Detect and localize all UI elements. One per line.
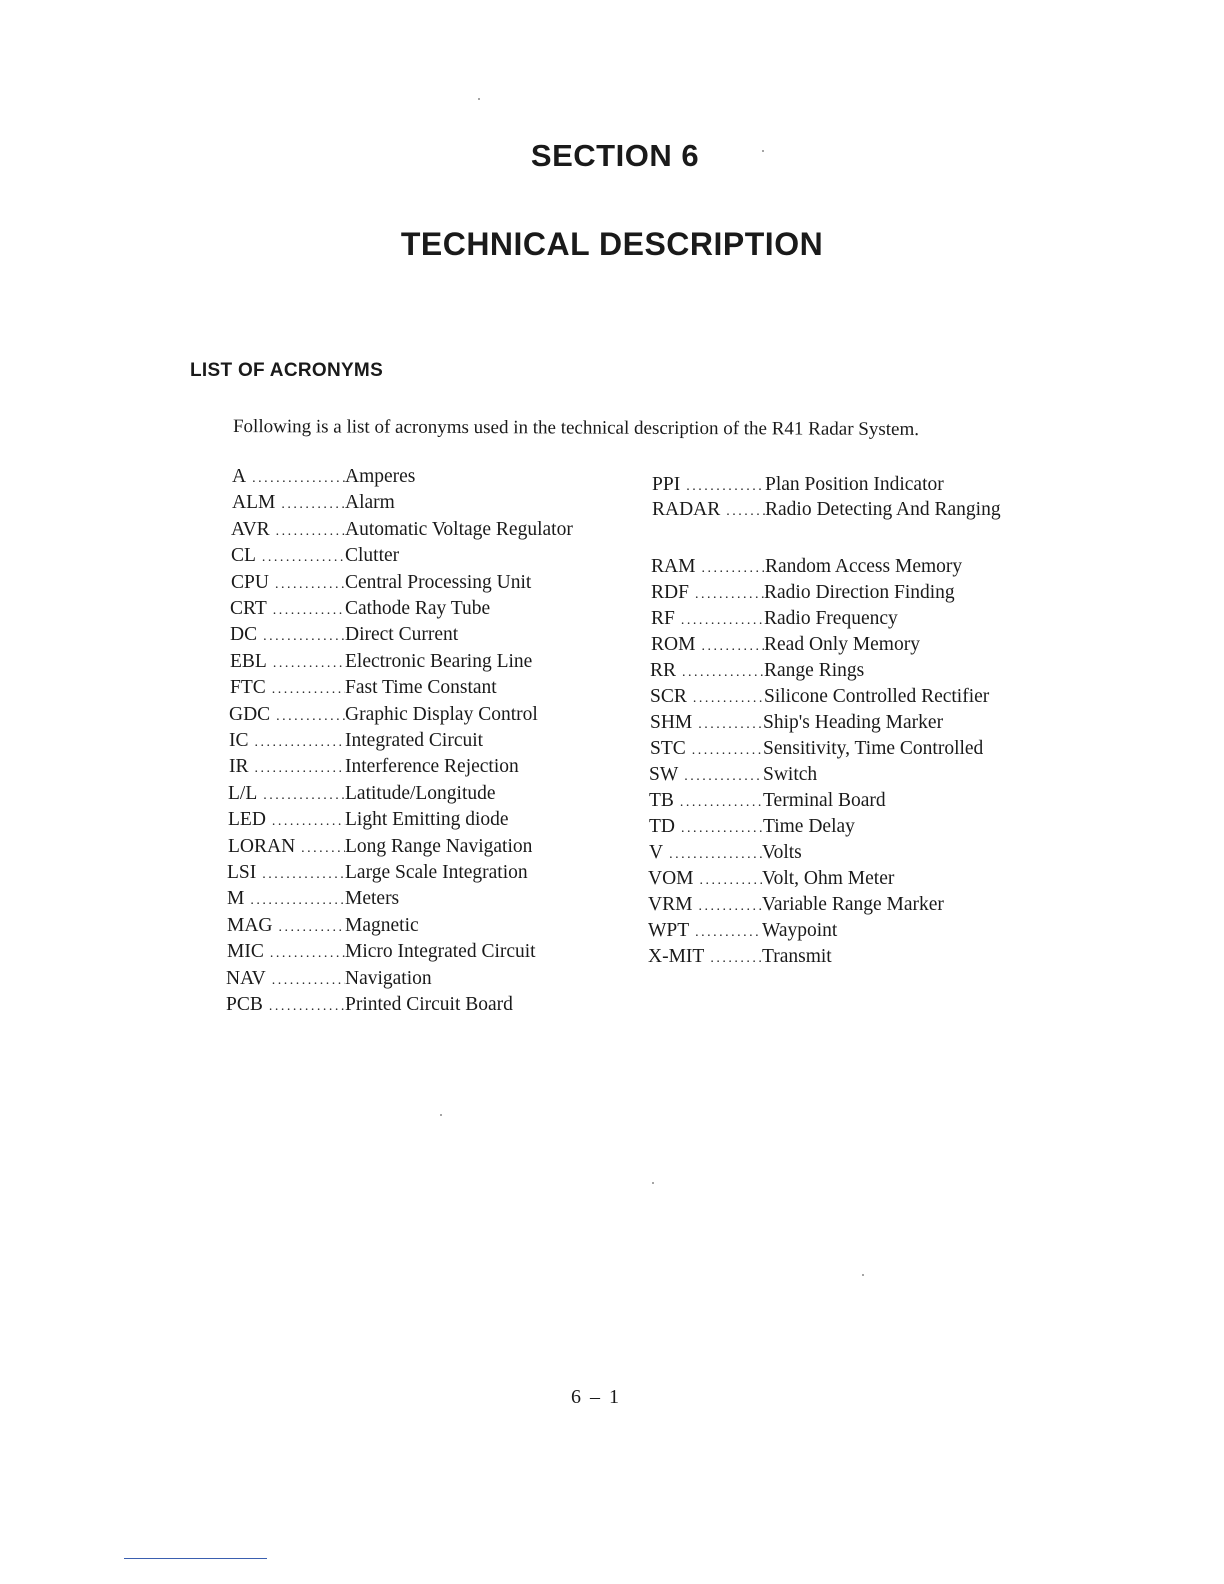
- acronym-definition: Light Emitting diode: [345, 809, 509, 830]
- acronym-row: [651, 634, 920, 656]
- acronym-row: [651, 556, 962, 578]
- acronym-row: [227, 915, 419, 937]
- acronym-definition: Terminal Board: [763, 790, 886, 811]
- acronym-row: [652, 499, 1001, 521]
- acronym-definition: Radio Direction Finding: [764, 582, 955, 603]
- page-title: TECHNICAL DESCRIPTION: [400, 226, 824, 262]
- acronym-abbreviation: [230, 651, 345, 673]
- acronym-abbreviation-text: RADAR: [652, 499, 723, 520]
- acronym-definition: Time Delay: [763, 816, 855, 837]
- acronym-abbreviation: [227, 888, 345, 910]
- acronym-row: [648, 946, 832, 968]
- acronym-definition: Fast Time Constant: [345, 677, 497, 698]
- acronym-abbreviation-text: MIC: [227, 941, 267, 962]
- acronym-abbreviation-text: FTC: [230, 677, 269, 698]
- acronym-abbreviation: [230, 624, 345, 646]
- acronym-definition: Large Scale Integration: [345, 862, 528, 883]
- acronym-definition: Micro Integrated Circuit: [345, 941, 536, 962]
- acronym-abbreviation: [648, 920, 762, 942]
- acronym-row: [230, 651, 532, 673]
- acronym-row: [648, 868, 894, 890]
- acronym-abbreviation: [228, 809, 345, 831]
- acronym-row: [228, 809, 509, 831]
- acronym-definition: Transmit: [762, 946, 832, 967]
- acronym-row: [230, 624, 458, 646]
- acronym-abbreviation: [651, 608, 764, 630]
- acronym-abbreviation-text: IR: [229, 756, 252, 777]
- acronym-row: [231, 545, 399, 567]
- acronym-abbreviation: [652, 499, 765, 521]
- acronym-abbreviation: [231, 545, 345, 567]
- acronym-abbreviation: [648, 946, 762, 968]
- footer-rule: [124, 1558, 267, 1559]
- acronym-abbreviation: [650, 686, 764, 708]
- acronym-abbreviation: [649, 842, 762, 864]
- acronym-definition: Waypoint: [762, 920, 838, 941]
- acronym-definition: Navigation: [345, 968, 432, 989]
- acronym-row: [229, 704, 538, 726]
- acronym-abbreviation-text: EBL: [230, 651, 270, 672]
- acronym-abbreviation: [650, 738, 763, 760]
- acronym-definition: Electronic Bearing Line: [345, 651, 533, 672]
- acronym-row: [651, 582, 955, 604]
- acronym-abbreviation-text: CRT: [230, 598, 270, 619]
- acronym-abbreviation-text: RDF: [651, 582, 692, 603]
- acronym-row: [227, 941, 536, 963]
- scan-speck: [862, 1274, 864, 1276]
- acronym-definition: Silicone Controlled Rectifier: [764, 686, 990, 707]
- acronym-abbreviation-text: SW: [649, 764, 681, 785]
- acronym-abbreviation-text: VOM: [648, 868, 697, 889]
- acronym-abbreviation-text: LED: [228, 809, 269, 830]
- acronym-abbreviation-text: MAG: [227, 915, 276, 936]
- acronym-abbreviation: [651, 582, 764, 604]
- acronym-definition: Latitude/Longitude: [345, 783, 496, 804]
- acronym-definition: Magnetic: [345, 915, 419, 936]
- acronym-definition: Sensitivity, Time Controlled: [763, 738, 984, 759]
- acronym-row: [229, 756, 519, 778]
- acronym-row: [649, 764, 817, 786]
- scan-speck: [478, 98, 480, 100]
- acronym-definition: Direct Current: [345, 624, 459, 645]
- acronym-abbreviation: [651, 634, 764, 656]
- acronym-definition: Volt, Ohm Meter: [762, 868, 895, 889]
- acronym-abbreviation-text: L/L: [228, 783, 260, 804]
- acronym-abbreviation: [226, 968, 345, 990]
- acronym-abbreviation-text: STC: [650, 738, 689, 759]
- acronym-abbreviation-text: LORAN: [228, 836, 298, 857]
- acronym-definition: Plan Position Indicator: [765, 474, 944, 495]
- acronym-abbreviation-text: CPU: [231, 572, 272, 593]
- acronym-abbreviation-text: RAM: [651, 556, 698, 577]
- acronym-abbreviation-text: M: [227, 888, 247, 909]
- page-number: 6 – 1: [571, 1386, 621, 1408]
- acronym-row: [226, 994, 513, 1016]
- acronym-abbreviation: [649, 790, 763, 812]
- acronym-definition: Central Processing Unit: [345, 572, 532, 593]
- acronym-row: [227, 862, 528, 884]
- acronym-row: [649, 842, 802, 864]
- acronym-row: [230, 598, 490, 620]
- acronym-abbreviation: [231, 572, 345, 594]
- acronym-abbreviation: [649, 764, 763, 786]
- acronym-row: [649, 816, 855, 838]
- acronym-abbreviation: [649, 816, 763, 838]
- acronym-row: [650, 712, 943, 734]
- acronym-row: [232, 466, 415, 488]
- acronym-row: [230, 677, 497, 699]
- acronym-row: [232, 492, 395, 514]
- acronym-row: [228, 836, 532, 858]
- acronym-definition: Meters: [345, 888, 400, 909]
- acronym-row: [648, 920, 837, 942]
- acronym-abbreviation-text: DC: [230, 624, 260, 645]
- acronym-abbreviation: [230, 677, 345, 699]
- acronym-abbreviation: [651, 556, 765, 578]
- acronym-abbreviation-text: SCR: [650, 686, 690, 707]
- acronym-abbreviation-text: RR: [650, 660, 679, 681]
- acronym-abbreviation-text: SHM: [650, 712, 695, 733]
- acronym-abbreviation-text: ALM: [232, 492, 278, 513]
- acronym-definition: Integrated Circuit: [345, 730, 484, 751]
- acronym-abbreviation: [650, 712, 763, 734]
- acronym-abbreviation-text: AVR: [231, 519, 273, 540]
- acronym-abbreviation-text: V: [649, 842, 666, 863]
- acronym-abbreviation-text: WPT: [648, 920, 692, 941]
- acronym-definition: Ship's Heading Marker: [763, 712, 944, 733]
- acronym-row: [649, 790, 886, 812]
- acronym-abbreviation: [227, 915, 345, 937]
- acronym-abbreviation: [227, 862, 345, 884]
- acronym-row: [226, 968, 432, 990]
- acronym-abbreviation-text: A: [232, 466, 249, 487]
- acronym-abbreviation: [229, 756, 345, 778]
- acronym-row: [227, 888, 399, 910]
- acronym-definition: Read Only Memory: [764, 634, 920, 655]
- section-title: SECTION 6: [530, 138, 700, 173]
- acronym-definition: Printed Circuit Board: [345, 994, 513, 1015]
- intro-paragraph: Following is a list of acronyms used in the technical description of the R41 Radar System.: [232, 416, 920, 440]
- scan-speck: [652, 1182, 654, 1184]
- scan-speck: [440, 1114, 442, 1116]
- acronym-abbreviation-text: CL: [231, 545, 259, 566]
- acronym-definition: Radio Frequency: [764, 608, 898, 629]
- acronym-abbreviation-text: ROM: [651, 634, 698, 655]
- acronym-definition: Clutter: [345, 545, 400, 566]
- acronym-abbreviation: [226, 994, 345, 1016]
- acronym-row: [231, 519, 573, 541]
- acronym-definition: Alarm: [345, 492, 395, 513]
- acronym-definition: Random Access Memory: [765, 556, 963, 577]
- acronym-definition: Range Rings: [764, 660, 865, 681]
- acronym-abbreviation: [230, 598, 345, 620]
- acronym-abbreviation: [229, 730, 345, 752]
- acronym-abbreviation-text: PPI: [652, 474, 683, 495]
- acronym-abbreviation: [232, 466, 345, 488]
- acronym-definition: Volts: [762, 842, 802, 863]
- acronym-abbreviation-text: RF: [651, 608, 678, 629]
- acronym-abbreviation-text: TD: [649, 816, 678, 837]
- acronym-list-heading: LIST OF ACRONYMS: [190, 360, 384, 381]
- acronym-row: [651, 608, 898, 630]
- acronym-abbreviation-text: VRM: [648, 894, 695, 915]
- acronym-definition: Long Range Navigation: [345, 836, 533, 857]
- acronym-definition: Cathode Ray Tube: [345, 598, 491, 619]
- acronym-abbreviation: [232, 492, 345, 514]
- acronym-definition: Radio Detecting And Ranging: [765, 499, 1001, 520]
- scan-speck: [762, 150, 764, 152]
- acronym-row: [231, 572, 531, 594]
- acronym-row: [650, 686, 989, 708]
- acronym-abbreviation-text: NAV: [226, 968, 269, 989]
- acronym-definition: Amperes: [345, 466, 416, 487]
- acronym-abbreviation: [652, 474, 765, 496]
- acronym-abbreviation: [648, 894, 762, 916]
- acronym-abbreviation: [650, 660, 764, 682]
- acronym-abbreviation-text: PCB: [226, 994, 266, 1015]
- acronym-row: [229, 730, 483, 752]
- acronym-definition: Variable Range Marker: [762, 894, 944, 915]
- acronym-row: [650, 738, 983, 760]
- acronym-abbreviation-text: TB: [649, 790, 677, 811]
- acronym-row: [228, 783, 496, 805]
- acronym-row: [648, 894, 944, 916]
- acronym-abbreviation-text: LSI: [227, 862, 259, 883]
- acronym-abbreviation-text: X-MIT: [648, 946, 707, 967]
- acronym-row: [652, 474, 944, 496]
- acronym-abbreviation-text: GDC: [229, 704, 273, 725]
- acronym-abbreviation-text: IC: [229, 730, 252, 751]
- acronym-definition: Interference Rejection: [345, 756, 519, 777]
- acronym-definition: Automatic Voltage Regulator: [345, 519, 573, 540]
- acronym-abbreviation: [228, 836, 345, 858]
- acronym-definition: Switch: [763, 764, 818, 785]
- acronym-abbreviation: [227, 941, 345, 963]
- acronym-abbreviation: [231, 519, 345, 541]
- acronym-abbreviation: [648, 868, 762, 890]
- acronym-abbreviation: [229, 704, 345, 726]
- acronym-definition: Graphic Display Control: [345, 704, 538, 725]
- acronym-abbreviation: [228, 783, 345, 805]
- acronym-row: [650, 660, 864, 682]
